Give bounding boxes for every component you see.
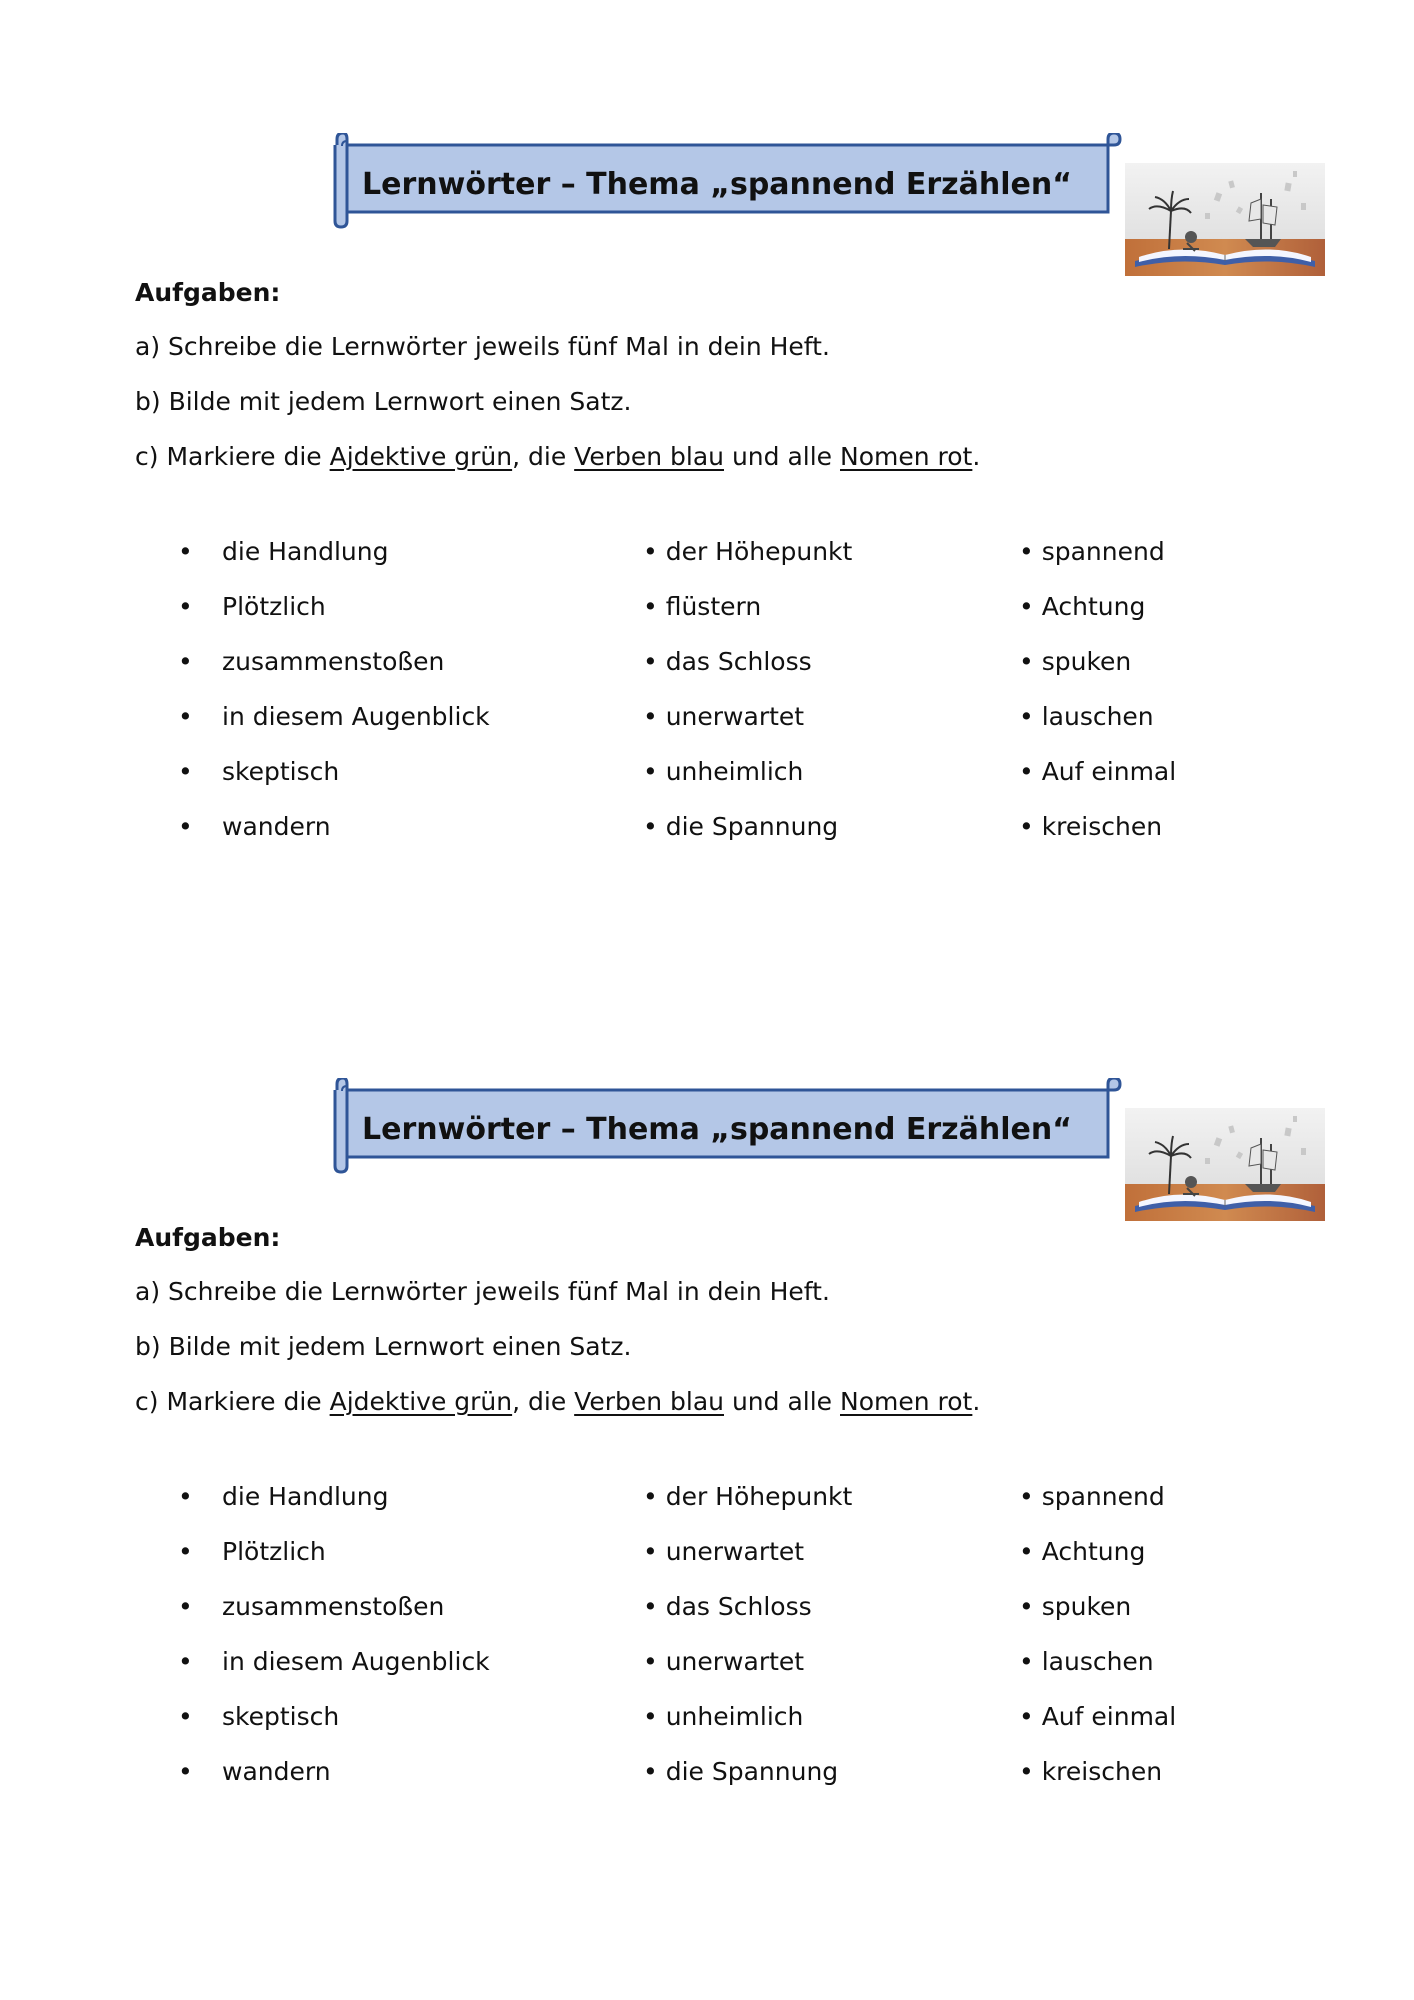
word-text: flüstern — [665, 592, 762, 621]
bullet-icon: • — [178, 1537, 193, 1566]
bullet-icon: • — [1019, 537, 1042, 566]
task-c-verbs: Verben blau — [574, 442, 724, 471]
word-text: kreischen — [1041, 1757, 1163, 1786]
word-column-2 — [643, 535, 852, 865]
word-text: lauschen — [1041, 702, 1154, 731]
word-column-1 — [135, 535, 490, 865]
bullet-icon: • — [178, 757, 193, 786]
word-text: in diesem Augenblick — [222, 702, 490, 731]
banner-title: Lernwörter – Thema „spannend Erzählen“ — [362, 167, 1072, 202]
title-banner — [325, 1078, 1125, 1178]
task-b: b) Bilde mit jedem Lernwort einen Satz. — [135, 387, 632, 416]
word-text: die Spannung — [665, 1757, 839, 1786]
word-text: Achtung — [1041, 592, 1146, 621]
bullet-icon: • — [178, 537, 193, 566]
word-text: das Schloss — [665, 647, 812, 676]
worksheet-section — [0, 0, 1414, 940]
bullet-icon: • — [643, 812, 666, 841]
word-text: unerwartet — [665, 1647, 805, 1676]
bullet-icon: • — [1019, 1537, 1042, 1566]
bullet-icon: • — [643, 592, 666, 621]
bullet-icon: • — [178, 812, 193, 841]
bullet-icon: • — [1019, 1757, 1042, 1786]
word-text: Plötzlich — [222, 592, 326, 621]
bullet-icon: • — [643, 1592, 666, 1621]
word-item — [135, 1700, 490, 1755]
word-item — [643, 645, 852, 700]
word-item — [643, 1755, 852, 1810]
word-item — [135, 810, 490, 865]
word-text: der Höhepunkt — [665, 537, 853, 566]
word-item — [1019, 1645, 1176, 1700]
bullet-icon: • — [1019, 1482, 1042, 1511]
tasks-heading: Aufgaben: — [135, 1223, 281, 1252]
word-text: spuken — [1041, 647, 1132, 676]
word-item — [643, 700, 852, 755]
task-c-nouns: Nomen rot — [840, 442, 973, 471]
word-text: das Schloss — [665, 1592, 812, 1621]
open-book-icon — [1125, 163, 1325, 276]
word-text: unerwartet — [665, 1537, 805, 1566]
bullet-icon: • — [178, 1702, 193, 1731]
task-c-verbs: Verben blau — [574, 1387, 724, 1416]
worksheet-section — [0, 945, 1414, 1885]
word-item — [643, 1590, 852, 1645]
word-text: die Handlung — [222, 1482, 389, 1511]
word-item — [1019, 755, 1176, 810]
word-column-3 — [1019, 535, 1176, 865]
word-text: Achtung — [1041, 1537, 1146, 1566]
task-c — [135, 1385, 980, 1419]
word-item — [1019, 810, 1176, 865]
bullet-icon: • — [1019, 592, 1042, 621]
task-c-text: , die — [512, 1387, 575, 1416]
bullet-icon: • — [643, 1647, 666, 1676]
bullet-icon: • — [178, 592, 193, 621]
task-a: a) Schreibe die Lernwörter jeweils fünf Mal in dein Heft. — [135, 1277, 830, 1306]
word-item — [135, 1480, 490, 1535]
task-c-end: . — [972, 1387, 981, 1416]
bullet-icon: • — [643, 647, 666, 676]
word-text: der Höhepunkt — [665, 1482, 853, 1511]
task-c-prefix: c) Markiere die — [135, 442, 330, 471]
word-text: die Handlung — [222, 537, 389, 566]
word-item — [643, 1480, 852, 1535]
word-item — [643, 810, 852, 865]
word-text: lauschen — [1041, 1647, 1154, 1676]
open-book-image — [1125, 1108, 1325, 1221]
task-c-text: und alle — [724, 1387, 840, 1416]
bullet-icon: • — [1019, 1592, 1042, 1621]
word-text: spannend — [1041, 537, 1165, 566]
title-banner — [325, 133, 1125, 233]
task-b: b) Bilde mit jedem Lernwort einen Satz. — [135, 1332, 632, 1361]
word-text: die Spannung — [665, 812, 839, 841]
bullet-icon: • — [178, 1592, 193, 1621]
word-item — [135, 645, 490, 700]
task-c-adjectives: Ajdektive grün — [329, 442, 513, 471]
bullet-icon: • — [178, 702, 193, 731]
bullet-icon: • — [178, 647, 193, 676]
bullet-icon: • — [1019, 757, 1042, 786]
tasks-heading: Aufgaben: — [135, 278, 281, 307]
word-text: skeptisch — [222, 1702, 340, 1731]
bullet-icon: • — [1019, 812, 1042, 841]
word-item — [643, 1535, 852, 1590]
word-item — [135, 755, 490, 810]
task-c-adjectives: Ajdektive grün — [329, 1387, 513, 1416]
word-item — [643, 535, 852, 590]
task-c-text: , die — [512, 442, 575, 471]
bullet-icon: • — [178, 1482, 193, 1511]
word-text: kreischen — [1041, 812, 1163, 841]
word-item — [135, 1535, 490, 1590]
word-text: Plötzlich — [222, 1537, 326, 1566]
word-text: unheimlich — [665, 757, 804, 786]
bullet-icon: • — [643, 702, 666, 731]
word-item — [643, 1700, 852, 1755]
bullet-icon: • — [1019, 1647, 1042, 1676]
word-text: in diesem Augenblick — [222, 1647, 490, 1676]
word-text: spannend — [1041, 1482, 1165, 1511]
word-text: zusammenstoßen — [222, 647, 445, 676]
word-text: Auf einmal — [1041, 1702, 1177, 1731]
word-item — [135, 1645, 490, 1700]
word-item — [1019, 590, 1176, 645]
task-a: a) Schreibe die Lernwörter jeweils fünf Mal in dein Heft. — [135, 332, 830, 361]
task-c — [135, 440, 980, 474]
word-item — [1019, 700, 1176, 755]
open-book-image — [1125, 163, 1325, 276]
bullet-icon: • — [643, 757, 666, 786]
word-text: skeptisch — [222, 757, 340, 786]
task-c-nouns: Nomen rot — [840, 1387, 973, 1416]
bullet-icon: • — [643, 537, 666, 566]
word-text: unerwartet — [665, 702, 805, 731]
word-text: wandern — [222, 1757, 331, 1786]
word-item — [135, 1590, 490, 1645]
word-item — [1019, 535, 1176, 590]
bullet-icon: • — [1019, 702, 1042, 731]
open-book-icon — [1125, 1108, 1325, 1221]
bullet-icon: • — [643, 1537, 666, 1566]
word-item — [135, 700, 490, 755]
bullet-icon: • — [643, 1702, 666, 1731]
word-item — [135, 535, 490, 590]
word-text: unheimlich — [665, 1702, 804, 1731]
word-item — [1019, 1535, 1176, 1590]
word-item — [1019, 1480, 1176, 1535]
bullet-icon: • — [1019, 647, 1042, 676]
word-text: Auf einmal — [1041, 757, 1177, 786]
bullet-icon: • — [178, 1757, 193, 1786]
word-item — [135, 1755, 490, 1810]
word-item — [1019, 1590, 1176, 1645]
word-item — [643, 755, 852, 810]
bullet-icon: • — [1019, 1702, 1042, 1731]
banner-title: Lernwörter – Thema „spannend Erzählen“ — [362, 1112, 1072, 1147]
word-text: wandern — [222, 812, 331, 841]
word-item — [1019, 1755, 1176, 1810]
bullet-icon: • — [643, 1482, 666, 1511]
word-column-3 — [1019, 1480, 1176, 1810]
task-c-text: und alle — [724, 442, 840, 471]
word-text: zusammenstoßen — [222, 1592, 445, 1621]
word-item — [1019, 1700, 1176, 1755]
word-column-1 — [135, 1480, 490, 1810]
bullet-icon: • — [178, 1647, 193, 1676]
task-c-end: . — [972, 442, 981, 471]
word-item — [643, 590, 852, 645]
task-c-prefix: c) Markiere die — [135, 1387, 330, 1416]
word-item — [1019, 645, 1176, 700]
word-item — [643, 1645, 852, 1700]
word-text: spuken — [1041, 1592, 1132, 1621]
bullet-icon: • — [643, 1757, 666, 1786]
word-item — [135, 590, 490, 645]
word-column-2 — [643, 1480, 852, 1810]
